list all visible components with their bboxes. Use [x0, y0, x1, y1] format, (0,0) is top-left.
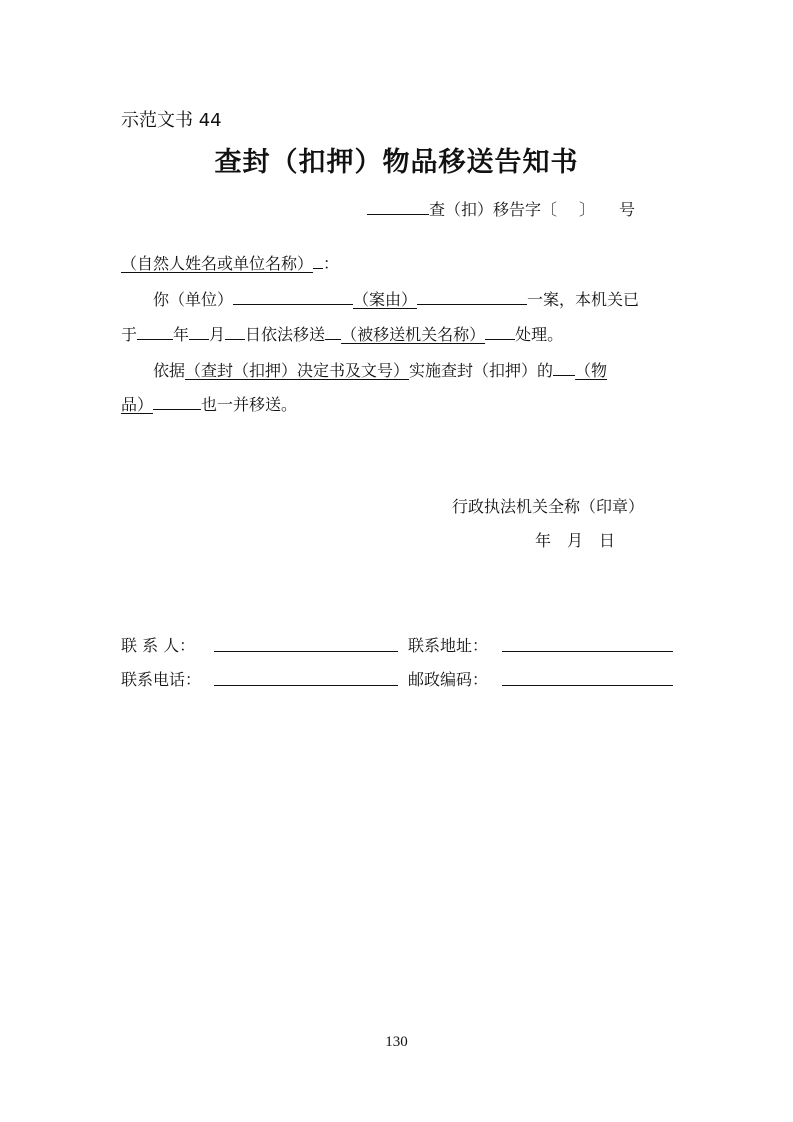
paragraph-goods — [121, 392, 297, 415]
paragraph-transfer-date — [121, 322, 563, 345]
month-blank[interactable] — [189, 323, 209, 340]
doc-number-line — [367, 197, 635, 220]
contact-postcode-label: 邮政编码： — [408, 670, 489, 689]
p2-month-text: 月 — [209, 325, 226, 344]
p2-yu-text: 于 — [121, 325, 138, 344]
day-blank[interactable] — [225, 323, 245, 340]
contact-phone-field[interactable] — [214, 685, 398, 686]
contact-phone-label: 联系电话： — [121, 670, 202, 689]
p4-goods-blank[interactable] — [153, 393, 201, 410]
signature-date: 年 月 日 — [535, 531, 616, 550]
recipient-line — [121, 251, 339, 274]
recipient-colon: ： — [323, 254, 340, 273]
document-title: 查封（扣押）物品移送告知书 — [214, 147, 579, 178]
p3-goods-placeholder[interactable]: （物 — [575, 361, 608, 380]
signature-agency: 行政执法机关全称（印章） — [452, 497, 645, 516]
contact-person-field[interactable] — [214, 651, 398, 652]
p3-mid-text: 实施查封（扣押）的 — [409, 361, 554, 380]
p4-goods-placeholder[interactable]: 品） — [121, 395, 154, 414]
doc-number-text: 查（扣）移告字〔 — [429, 200, 558, 219]
p1-case-blank[interactable] — [417, 288, 527, 305]
contact-postcode-field[interactable] — [502, 685, 673, 686]
p1-you-text: 你（单位） — [153, 290, 234, 309]
p3-decision-placeholder[interactable]: （查封（扣押）决定书及文号） — [185, 361, 410, 380]
p2-end-text: 处理。 — [515, 325, 564, 344]
p1-unit-blank[interactable] — [233, 288, 353, 305]
doc-number-suffix: 号 — [619, 200, 636, 219]
recipient-name-placeholder[interactable]: （自然人姓名或单位名称） — [121, 254, 314, 273]
contact-address-field[interactable] — [502, 651, 673, 652]
p1-end-text: 一案，本机关已 — [527, 290, 640, 309]
p3-basis-text: 依据 — [153, 361, 186, 380]
contact-person-label: 联 系 人： — [121, 636, 196, 655]
p2-agency-placeholder[interactable]: （被移送机关名称） — [341, 325, 486, 344]
contact-address-label: 联系地址： — [408, 636, 489, 655]
doc-number-close-bracket: 〕 — [579, 200, 596, 219]
year-blank[interactable] — [137, 323, 173, 340]
p1-case-placeholder[interactable]: （案由） — [353, 290, 418, 309]
p2-year-text: 年 — [173, 325, 190, 344]
p2-agency-blank[interactable] — [485, 323, 515, 340]
paragraph-case — [153, 287, 639, 310]
page-number: 130 — [385, 1034, 408, 1050]
p4-end-text: 也一并移送。 — [201, 395, 298, 414]
document-label: 示范文书 44 — [121, 110, 222, 131]
paragraph-basis — [153, 358, 607, 381]
p2-day-text: 日依法移送 — [245, 325, 326, 344]
doc-number-prefix-blank[interactable] — [367, 198, 429, 215]
